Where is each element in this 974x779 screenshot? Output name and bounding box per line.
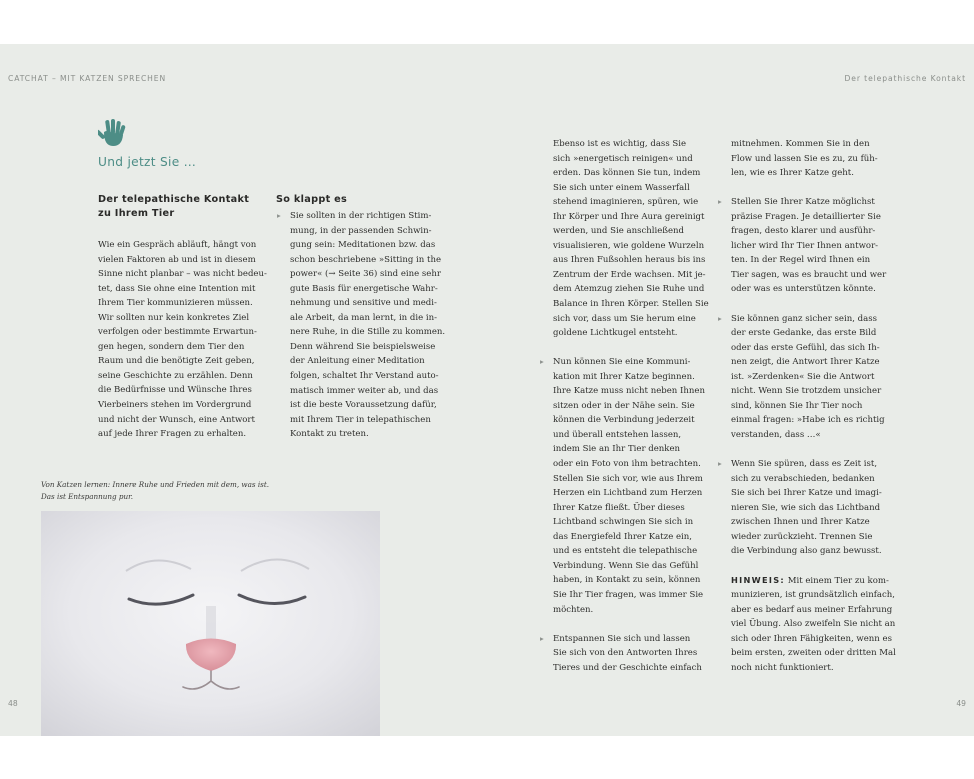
text-line: tet, dass Sie ohne eine Intention mit [98,283,256,294]
text-line: mitnehmen. Kommen Sie in den [731,139,870,149]
text-line: Sie sich von den Antworten Ihres [553,648,698,659]
paragraph-gap [553,617,709,632]
text-line: zwischen Ihnen und Ihrer Katze [731,517,870,528]
text-line: verstanden, dass …« [731,429,821,440]
text-line: noch nicht funktioniert. [731,662,834,673]
text-line: nicht. Wenn Sie trotzdem unsicher [731,386,882,397]
paragraph-gap [553,341,709,356]
text-line: ist die beste Voraussetzung dafür, [290,400,437,411]
text-line: aber es bedarf aus meiner Erfahrung [731,604,893,615]
text-line: nere Ruhe, in die Stille zu kommen. [290,327,446,338]
text-line: Ebenso ist es wichtig, dass Sie [553,139,687,149]
paragraph-gap [731,297,896,312]
text-line: schon beschriebene »Sitting in the [290,254,442,265]
heading-line: zu Ihrem Tier [98,208,175,219]
caption-line: Das ist Entspannung pur. [41,492,134,502]
text-line: die Bedürfnisse und Wünsche Ihres [98,385,252,396]
heading-telepathic-contact [98,193,268,221]
text-line: Stellen Sie sich vor, wie aus Ihrem [553,473,703,484]
text-line: nen zeigt, die Antwort Ihrer Katze [731,357,880,368]
text-line: ▸ Entspannen Sie sich und lassen [553,632,709,647]
text-line: indem Sie an Ihr Tier denken [553,444,681,455]
text-line: Sinne nicht planbar – was nicht bedeu- [98,269,267,280]
text-line: len, wie es Ihrer Katze geht. [731,168,854,179]
text-line: sind, können Sie Ihr Tier noch [731,400,863,411]
hinweis-text: Mit einem Tier zu kom- [785,576,889,587]
text-line: oder ein Foto von ihm betrachten. [553,459,701,470]
body-column-right-1 [553,137,709,675]
text-line: Ihrer Katze fließt. Über dieses [553,502,685,513]
text-line: sitzen oder in der Nähe sein. Sie [553,400,695,411]
text-line: vielen Faktoren ab und ist in diesem [98,254,256,265]
text-line: auf jede Ihrer Fragen zu erhalten. [98,429,247,440]
text-line: mung, in der passenden Schwin- [290,225,432,236]
paragraph-gap [731,559,896,574]
text-line: der Anleitung einer Meditation [290,356,425,367]
text-line: ist. »Zerdenken« Sie die Antwort [731,371,875,382]
caption-line: Von Katzen lernen: Innere Ruhe und Frieden mit dem, was ist. [41,480,269,489]
text-line: nehmung und sensitive und medi- [290,298,437,309]
hinweis-line [731,573,896,588]
text-line: Ihrem Tier kommunizieren müssen. [98,298,253,309]
text-line: Ihre Katze muss nicht neben Ihnen [553,386,705,397]
text-line: Lichtband schwingen Sie sich in [553,517,694,528]
text-line: Denn während Sie beispielsweise [290,341,436,352]
page-number-right: 49 [956,699,966,708]
text-line: können die Verbindung jederzeit [553,415,695,426]
text-line: Flow und lassen Sie es zu, zu füh- [731,153,878,164]
paragraph-gap [731,442,896,457]
text-line: sich zu verabschieden, bedanken [731,473,875,484]
body-column-right-2 [731,137,896,675]
hand-icon [98,118,130,148]
page-number-left: 48 [8,699,18,708]
paragraph-gap [731,181,896,196]
text-line: und überall entstehen lassen, [553,429,682,440]
text-line: ten. In der Regel wird Ihnen ein [731,255,871,266]
text-line: Verbindung. Wenn Sie das Gefühl [553,560,699,571]
text-line: ▸ Sie können ganz sicher sein, dass [731,312,896,327]
text-line: goldene Lichtkugel entsteht. [553,328,678,339]
text-line: werden, und Sie anschließend [553,226,685,237]
text-line: aus Ihren Fußsohlen heraus bis ins [553,255,706,266]
text-line: beim ersten, zweiten oder dritten Mal [731,648,896,659]
text-line: matisch immer weiter ab, und das [290,385,439,396]
text-line: sich »energetisch reinigen« und [553,153,693,164]
text-line: oder was es unterstützen könnte. [731,284,876,295]
text-line: nieren Sie, wie sich das Lichtband [731,502,881,513]
text-line: stehend imaginieren, spüren, wie [553,197,699,208]
book-spread [0,44,974,736]
text-line: kation mit Ihrer Katze beginnen. [553,371,695,382]
text-line: Sie sich bei Ihrer Katze und imagi- [731,488,882,499]
text-line: wieder zurückzieht. Trennen Sie [731,531,873,542]
text-line: Balance in Ihren Körper. Stellen Sie [553,299,709,310]
text-line: erden. Das können Sie tun, indem [553,168,701,179]
body-column-left [98,238,267,442]
text-line: oder das erste Gefühl, das sich Ih- [731,342,880,353]
text-line: der erste Gedanke, das erste Bild [731,328,877,339]
text-line: mit Ihrem Tier in telepathischen [290,414,431,425]
heading-so-klappt-es: So klappt es [276,194,348,205]
cat-photo [41,511,380,736]
text-line: verfolgen oder bestimmte Erwartun- [98,327,257,338]
text-line: licher wird Ihr Tier Ihnen antwor- [731,240,879,251]
text-line: fragen, desto klarer und ausführ- [731,226,876,237]
heading-line: Der telepathische Kontakt [98,194,250,205]
text-line: Kontakt zu treten. [290,429,369,440]
text-line: gen hegen, sondern dem Tier den [98,341,245,352]
text-line: gung sein: Meditationen bzw. das [290,240,436,251]
text-line: präzise Fragen. Je detaillierter Sie [731,211,881,222]
text-line: Ihr Körper und Ihre Aura gereinigt [553,211,705,222]
text-line: Tieres und der Geschichte einfach [553,662,702,673]
text-line: viel Übung. Also zweifeln Sie nicht an [731,619,896,630]
text-line: Zentrum der Erde wachsen. Mit je- [553,269,706,280]
text-line: Sie sich unter einem Wasserfall [553,182,690,193]
text-line: sich oder Ihren Fähigkeiten, wenn es [731,633,892,644]
text-line: die Verbindung also ganz bewusst. [731,546,882,557]
text-line: Wir sollten nur kein konkretes Ziel [98,312,250,323]
text-line: power« (→ Seite 36) sind eine sehr [290,269,441,280]
text-line: ▸ Wenn Sie spüren, dass es Zeit ist, [731,457,896,472]
text-line: ▸ Sie sollten in der richtigen Stim- [290,209,445,224]
text-line: sich vor, dass um Sie herum eine [553,313,696,324]
text-line: und es entsteht die telepathische [553,546,698,557]
body-column-mid [290,209,445,442]
text-line: Wie ein Gespräch abläuft, hängt von [98,240,257,250]
text-line: ▸ Stellen Sie Ihrer Katze möglichst [731,195,896,210]
text-line: seine Geschichte zu erzählen. Denn [98,370,253,381]
text-line: und nicht der Wunsch, eine Antwort [98,414,255,425]
text-line: folgen, schaltet Ihr Verstand auto- [290,371,439,382]
text-line: Sie Ihr Tier fragen, was immer Sie [553,589,704,600]
text-line: ▸ Nun können Sie eine Kommuni- [553,355,709,370]
text-line: gute Basis für energetische Wahr- [290,283,438,294]
section-label: Und jetzt Sie … [98,155,197,169]
text-line: einmal fragen: »Habe ich es richtig [731,415,885,426]
text-line: Herzen ein Lichtband zum Herzen [553,488,703,499]
text-line: möchten. [553,604,594,615]
text-line: Tier sagen, was es braucht und wer [731,269,887,280]
text-line: dem Atemzug ziehen Sie Ruhe und [553,284,705,295]
text-line: Raum und die benötigte Zeit geben, [98,356,255,367]
text-line: ale Arbeit, da man lernt, in die in- [290,312,438,323]
running-head-right: Der telepathische Kontakt [844,74,966,83]
photo-caption [41,479,269,503]
text-line: visualisieren, wie goldene Wurzeln [553,240,705,251]
hinweis-label: HINWEIS: [731,575,785,586]
text-line: munizieren, ist grundsätzlich einfach, [731,589,895,600]
text-line: das Energiefeld Ihrer Katze ein, [553,531,692,542]
text-line: Vierbeiners stehen im Vordergrund [98,400,252,411]
text-line: haben, in Kontakt zu sein, können [553,575,701,586]
running-head-left: CATCHAT – MIT KATZEN SPRECHEN [8,74,167,83]
